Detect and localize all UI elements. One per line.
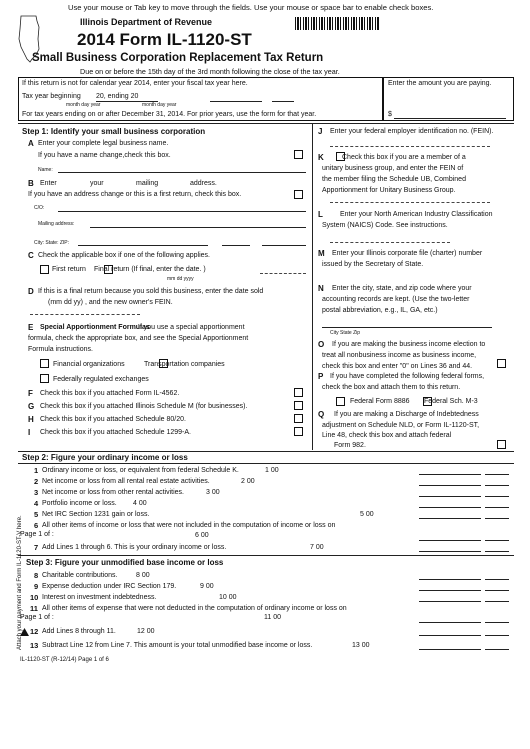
line-10-code: 10 00 <box>219 594 237 601</box>
financial-org-checkbox[interactable] <box>40 359 49 368</box>
line-13-label: Subtract Line 12 from Line 7. This amount is your total unmodified base income or loss. <box>42 642 313 649</box>
line-3-cents-input[interactable] <box>485 496 509 497</box>
fein-input[interactable] <box>330 146 490 147</box>
line-a-sub: If you have a name change,check this box. <box>38 152 171 159</box>
unitary-fein-input[interactable] <box>330 202 490 203</box>
federally-regulated-checkbox[interactable] <box>40 374 49 383</box>
line-1-cents-input[interactable] <box>485 474 509 475</box>
line-2-amount-input[interactable] <box>419 485 481 486</box>
line-9-number: 9 <box>34 582 39 591</box>
line-4-cents-input[interactable] <box>485 507 509 508</box>
zip-input[interactable] <box>262 245 306 246</box>
line-9-cents-input[interactable] <box>485 590 509 591</box>
line-1-number: 1 <box>34 466 39 475</box>
address-change-checkbox[interactable] <box>294 190 303 199</box>
line-11-code: 11 00 <box>264 614 281 621</box>
line-d-label: If this is a final return because you sold this business, enter the date sold <box>38 288 264 295</box>
line-3-amount-input[interactable] <box>419 496 481 497</box>
barcode <box>295 17 380 30</box>
schedule-m-checkbox[interactable] <box>294 401 303 410</box>
line-10-cents-input[interactable] <box>485 601 509 602</box>
name-change-checkbox[interactable] <box>294 150 303 159</box>
new-owner-fein-input[interactable] <box>30 314 140 315</box>
line-4-label: Portfolio income or loss. <box>42 500 117 507</box>
line-11-number: 11 <box>30 604 38 613</box>
state-input[interactable] <box>222 245 250 246</box>
page-of-label: Page 1 of : <box>20 614 54 621</box>
line-13-amount-input[interactable] <box>419 649 481 650</box>
line-5-label: Net IRC Section 1231 gain or loss. <box>42 511 150 518</box>
city-input[interactable] <box>78 245 208 246</box>
line-10-number: 10 <box>30 593 39 602</box>
step2-title: Step 2: Figure your ordinary income or loss <box>22 453 188 462</box>
page-of-label: Page 1 of : <box>20 531 54 538</box>
line-2-code: 2 00 <box>241 478 255 485</box>
form-il-4562-checkbox[interactable] <box>294 388 303 397</box>
date-format-hint: month day year <box>66 102 101 108</box>
line-11-cents-input[interactable] <box>485 622 509 623</box>
line-7-code: 7 00 <box>310 544 324 551</box>
date-format-hint-2: month day year <box>142 102 177 108</box>
line-3-code: 3 00 <box>206 489 220 496</box>
line-8-code: 8 00 <box>136 572 150 579</box>
due-date-note: Due on or before the 15th day of the 3rd month following the close of the tax year. <box>80 67 340 76</box>
step1-title: Step 1: Identify your small business corporation <box>22 127 206 136</box>
line-a-label: Enter your complete legal business name. <box>38 140 169 147</box>
line-6-code: 6 00 <box>195 532 209 539</box>
line-9-label: Expense deduction under IRC Section 179. <box>42 583 177 590</box>
tax-year-range[interactable]: 20, ending 20 <box>96 93 139 100</box>
line-12-number: 12 <box>30 627 39 636</box>
line-4-number: 4 <box>34 499 39 508</box>
line-13-code: 13 00 <box>352 642 370 649</box>
department-name: Illinois Department of Revenue <box>80 17 213 27</box>
line-1-code: 1 00 <box>265 467 279 474</box>
co-input[interactable] <box>58 211 306 212</box>
line-9-code: 9 00 <box>200 583 214 590</box>
line-2-cents-input[interactable] <box>485 485 509 486</box>
tax-years-ending-note: For tax years ending on or after December 31, 2014. For prior years, use the form for that year. <box>22 111 317 118</box>
line-b-sub: If you have an address change or this is a first return, check this box. <box>28 191 242 198</box>
top-instruction: Use your mouse or Tab key to move through the fields. Use your mouse or space bar to enable check boxes. <box>68 3 434 12</box>
mailing-address-input[interactable] <box>90 227 306 228</box>
first-return-checkbox[interactable] <box>40 265 49 274</box>
line-9-amount-input[interactable] <box>419 590 481 591</box>
step3-title: Step 3: Figure your unmodified base income or loss <box>26 558 224 567</box>
line-1-label: Ordinary income or loss, or equivalent from federal Schedule K. <box>42 467 239 474</box>
line-6-amount-input[interactable] <box>419 540 481 541</box>
line-2-label: Net income or loss from all rental real estate activities. <box>42 478 210 485</box>
line-7-amount-input[interactable] <box>419 551 481 552</box>
line-6-number: 6 <box>34 521 39 530</box>
attach-payment-note: Attach your payment and Form IL-1120-ST-V here. <box>17 515 23 650</box>
arrow-up-icon <box>20 628 29 636</box>
line-12-code: 12 00 <box>137 628 155 635</box>
line-d-sub: (mm dd yy) , and the new owner's FEIN. <box>48 299 173 306</box>
line-6-label: All other items of income or loss that were not included in the computation of income or loss on <box>42 522 336 529</box>
line-4-amount-input[interactable] <box>419 507 481 508</box>
line-4-code: 4 00 <box>133 500 147 507</box>
final-date-input[interactable] <box>260 273 306 274</box>
tax-year-beginning-label: Tax year beginning <box>22 93 81 100</box>
line-3-label: Net income or loss from other rental activities. <box>42 489 184 496</box>
line-5-code: 5 00 <box>360 511 374 518</box>
line-1-amount-input[interactable] <box>419 474 481 475</box>
line-5-number: 5 <box>34 510 39 519</box>
line-12-cents-input[interactable] <box>485 635 509 636</box>
line-12-label: Add Lines 8 through 11. <box>42 628 116 635</box>
line-11-amount-input[interactable] <box>419 622 481 623</box>
line-7-label: Add Lines 1 through 6. This is your ordinary income or loss. <box>42 544 227 551</box>
business-name-input[interactable] <box>58 172 306 173</box>
schedule-80-20-checkbox[interactable] <box>294 414 303 423</box>
naics-code-input[interactable] <box>330 242 450 243</box>
line-10-amount-input[interactable] <box>419 601 481 602</box>
line-10-label: Interest on investment indebtedness. <box>42 594 157 601</box>
line-11-label: All other items of expense that were not deducted in the computation of ordinary income or loss on <box>42 605 347 612</box>
line-8-cents-input[interactable] <box>485 579 509 580</box>
line-13-cents-input[interactable] <box>485 649 509 650</box>
line-12-amount-input[interactable] <box>419 635 481 636</box>
line-7-number: 7 <box>34 543 39 552</box>
line-8-amount-input[interactable] <box>419 579 481 580</box>
footer: IL-1120-ST (R-12/14) Page 1 of 6 <box>20 657 109 663</box>
form-subtitle: Small Business Corporation Replacement Tax Return <box>32 52 324 64</box>
line-13-number: 13 <box>30 641 39 650</box>
enter-amount-label: Enter the amount you are paying. <box>388 80 492 87</box>
line-7-cents-input[interactable] <box>485 551 509 552</box>
dollar-sign: $ <box>388 111 392 118</box>
line-5-cents-input[interactable] <box>485 518 509 519</box>
fiscal-note: If this return is not for calendar year 2014, enter your fiscal tax year here. <box>22 80 248 87</box>
discharge-indebtedness-checkbox[interactable] <box>497 440 506 449</box>
records-location-input[interactable] <box>322 327 492 328</box>
line-c-label: Check the applicable box if one of the following applies. <box>38 252 210 259</box>
line-5-amount-input[interactable] <box>419 518 481 519</box>
line-8-label: Charitable contributions. <box>42 572 118 579</box>
line-2-number: 2 <box>34 477 39 486</box>
line-8-number: 8 <box>34 571 39 580</box>
schedule-1299a-checkbox[interactable] <box>294 427 303 436</box>
line-6-cents-input[interactable] <box>485 540 509 541</box>
form-title: 2014 Form IL-1120-ST <box>77 30 252 49</box>
payment-amount-input[interactable] <box>394 118 506 119</box>
line-3-number: 3 <box>34 488 39 497</box>
form-8886-checkbox[interactable] <box>336 397 345 406</box>
business-income-election-checkbox[interactable] <box>497 359 506 368</box>
